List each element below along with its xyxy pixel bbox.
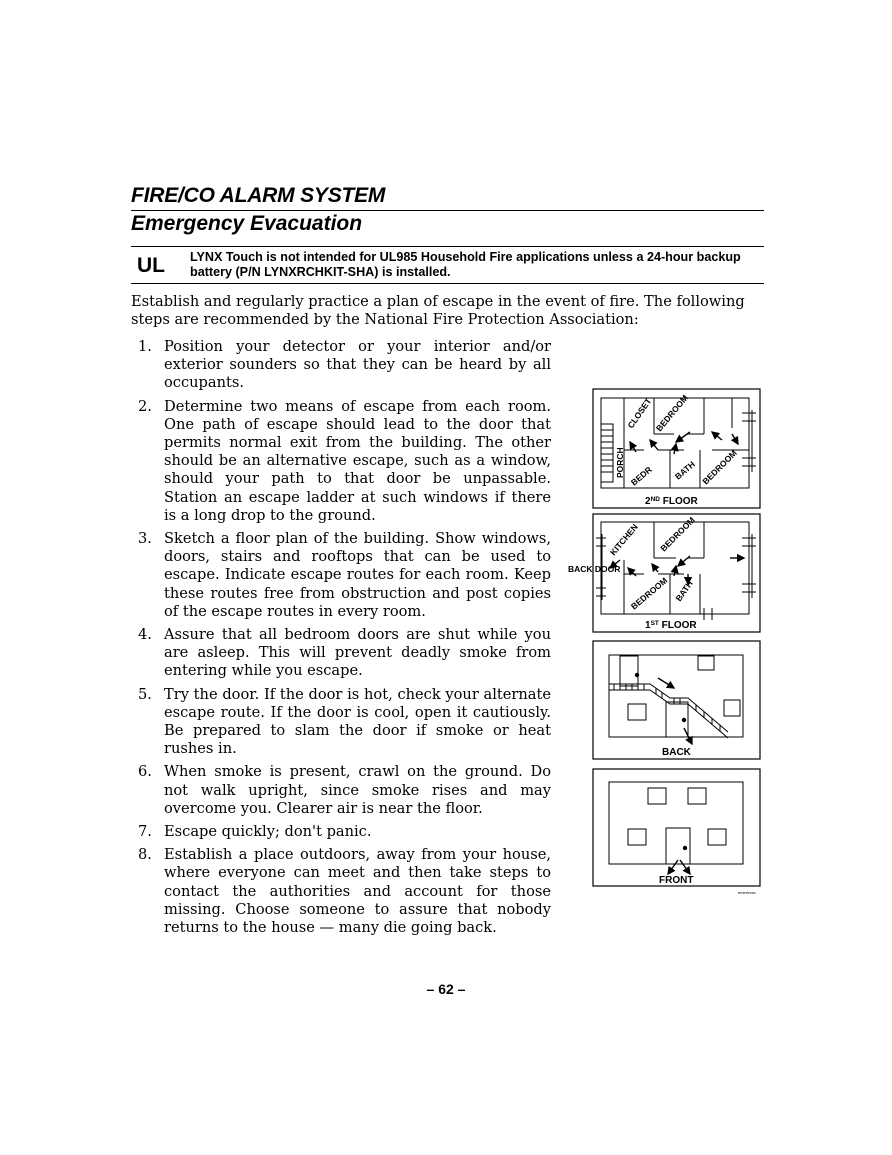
back-label: BACK xyxy=(662,747,691,758)
escape-plan-figure xyxy=(568,388,764,896)
escape-plan-svg xyxy=(568,388,764,896)
page-number: – 62 – xyxy=(426,981,466,997)
room-label: BATH xyxy=(672,459,697,482)
figure-code: emerevac xyxy=(738,890,756,895)
subsection-title: Emergency Evacuation xyxy=(131,212,363,235)
room-label: CLOSET xyxy=(625,396,654,431)
intro-paragraph: Establish and regularly practice a plan of escape in the event of fire. The following steps are recommended by the National Fire Protection Association: xyxy=(131,293,745,329)
evacuation-steps xyxy=(131,338,551,942)
room-label: BEDR xyxy=(628,464,654,488)
ul-note-text: LYNX Touch is not intended for UL985 Household Fire applications unless a 24-hour backup battery (P/N LYNXRCHKIT-SHA) is installed. xyxy=(190,250,741,279)
ul-badge: UL xyxy=(137,254,165,277)
room-label: BEDROOM xyxy=(658,514,697,554)
step-item: 3. Sketch a floor plan of the building. Show windows, doors, stairs and rooftops that can be used to escape. Indicate escape routes for each room. Keep these routes free from obstruction and post copies of the escape routes in every room. xyxy=(138,530,551,620)
step-item: 5. Try the door. If the door is hot, check your alternate escape route. If the door is cool, open it cautiously. Be prepared to slam the door if smoke or heat rushes in. xyxy=(138,685,551,758)
room-label: PORCH xyxy=(615,447,625,478)
ul-note-top-rule xyxy=(131,246,764,247)
room-label: BATH xyxy=(673,578,695,604)
room-label: BEDROOM xyxy=(700,447,739,487)
front-elevation-panel xyxy=(593,769,760,895)
room-label: BEDROOM xyxy=(653,392,691,434)
second-floor-panel xyxy=(593,389,760,508)
step-item: 7. Escape quickly; don't panic. xyxy=(138,823,372,841)
front-label: FRONT xyxy=(659,875,694,886)
room-label: BEDROOM xyxy=(628,575,670,612)
ul-note-bottom-rule xyxy=(131,283,764,284)
title-rule xyxy=(131,210,764,211)
first-floor-panel xyxy=(568,514,760,632)
room-label: KITCHEN xyxy=(607,521,640,558)
back-elevation-panel xyxy=(593,641,760,759)
first-floor-caption: 1ST FLOOR xyxy=(645,620,697,631)
step-item: 6. When smoke is present, crawl on the ground. Do not walk upright, since smoke rises and may overcome you. Clearer air is near the floor. xyxy=(138,763,551,817)
section-title: FIRE/CO ALARM SYSTEM xyxy=(131,184,386,207)
step-item: 8. Establish a place outdoors, away from your house, where everyone can meet and then take steps to contact the authorities and account for those missing. Choose someone to assure that nobody returns to the house — many die going back. xyxy=(138,846,551,937)
step-item: 1. Position your detector or your interior and/or exterior sounders so that they can be heard by all occupants. xyxy=(138,338,551,392)
room-label: BACK DOOR xyxy=(568,564,621,574)
second-floor-caption: 2ND FLOOR xyxy=(645,496,698,507)
step-item: 2. Determine two means of escape from each room. One path of escape should lead to the door that permits normal exit from the building. The other should be an alternative escape, such as a window, should your path to that door be unpassable. Station an escape ladder at such windows if there is a long drop to the ground. xyxy=(138,397,551,524)
step-item: 4. Assure that all bedroom doors are shut while you are asleep. This will prevent deadly smoke from entering while you escape. xyxy=(138,626,551,680)
